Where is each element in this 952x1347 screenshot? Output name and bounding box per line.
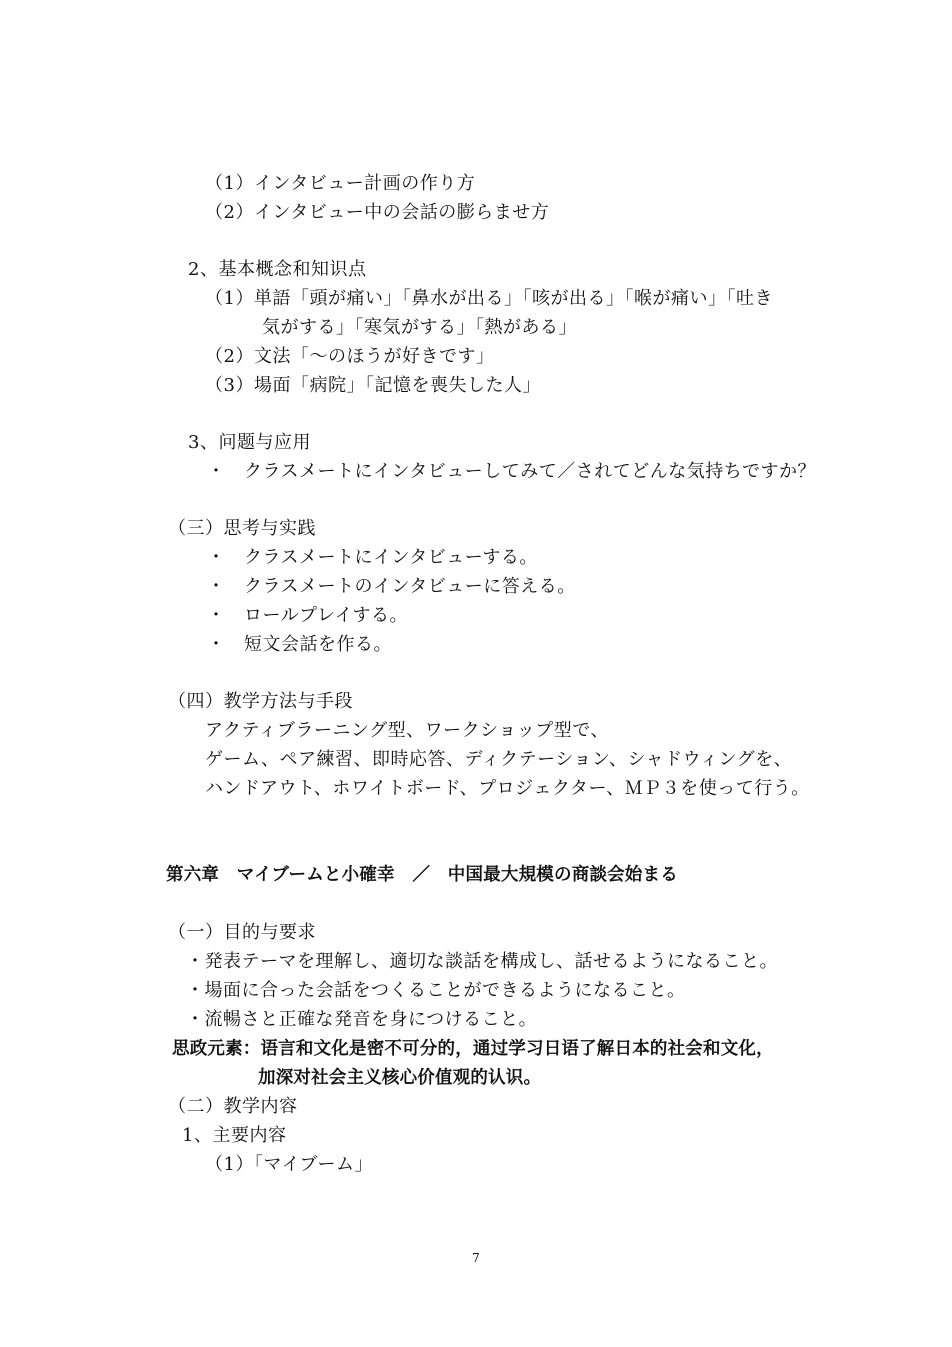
ideology-element-line-2: 加深对社会主义核心价值观的认识。 [258, 1068, 542, 1088]
bullet-item: ・ クラスメートのインタビューに答える。 [207, 576, 576, 597]
bullet-item: ・ 短文会話を作る。 [207, 634, 392, 655]
text-line-18: ハンドアウト、ホワイトボード、プロジェクター、ＭＰ３を使って行う。 [205, 778, 810, 799]
chapter-title: 第六章 マイブームと小確幸 ／ 中国最大規模の商談会始まる [166, 865, 678, 885]
section-heading: 1、主要内容 [182, 1125, 287, 1146]
text-line-28: （1）「マイブーム」 [205, 1154, 374, 1175]
text-line-6: （2）文法「～のほうが好きです」 [205, 346, 495, 367]
section-heading: （一）目的与要求 [168, 922, 316, 943]
section-heading: （三）思考与实践 [168, 518, 316, 539]
text-line-5: 気がする」「寒気がする」「熱がある」 [262, 317, 577, 338]
text-line-17: ゲーム、ペア練習、即時応答、ディクテーション、シャドウィングを、 [205, 749, 793, 770]
bullet-item: ・場面に合った会話をつくることができるようになること。 [186, 980, 686, 1001]
page-number: 7 [472, 1251, 480, 1265]
section-heading: 2、基本概念和知识点 [188, 259, 367, 280]
section-heading: 3、问题与应用 [188, 432, 311, 453]
bullet-item: ・ ロールプレイする。 [207, 605, 408, 626]
ideology-element-line-1: 思政元素：语言和文化是密不可分的，通过学习日语了解日本的社会和文化， [172, 1039, 774, 1059]
text-line-2: （2）インタビュー中の会話の膨らませ方 [205, 202, 550, 223]
text-line-16: アクティブラーニング型、ワークショップ型で、 [205, 720, 609, 741]
text-line-4: （1）単語「頭が痛い」「鼻水が出る」「咳が出る」「喉が痛い」「吐き [205, 288, 773, 309]
text-line-1: （1）インタビュー計画の作り方 [205, 173, 476, 194]
bullet-item: ・流暢さと正確な発音を身につけること。 [186, 1009, 538, 1030]
bullet-item: ・発表テーマを理解し、適切な談話を構成し、話せるようになること。 [186, 951, 778, 972]
bullet-item: ・ クラスメートにインタビューしてみて／されてどんな気持ちですか？ [207, 461, 817, 482]
text-line-7: （3）場面「病院」「記憶を喪失した人」 [205, 375, 541, 396]
bullet-item: ・ クラスメートにインタビューする。 [207, 547, 538, 568]
section-heading: （四）教学方法与手段 [168, 691, 353, 712]
section-heading: （二）教学内容 [168, 1096, 298, 1117]
